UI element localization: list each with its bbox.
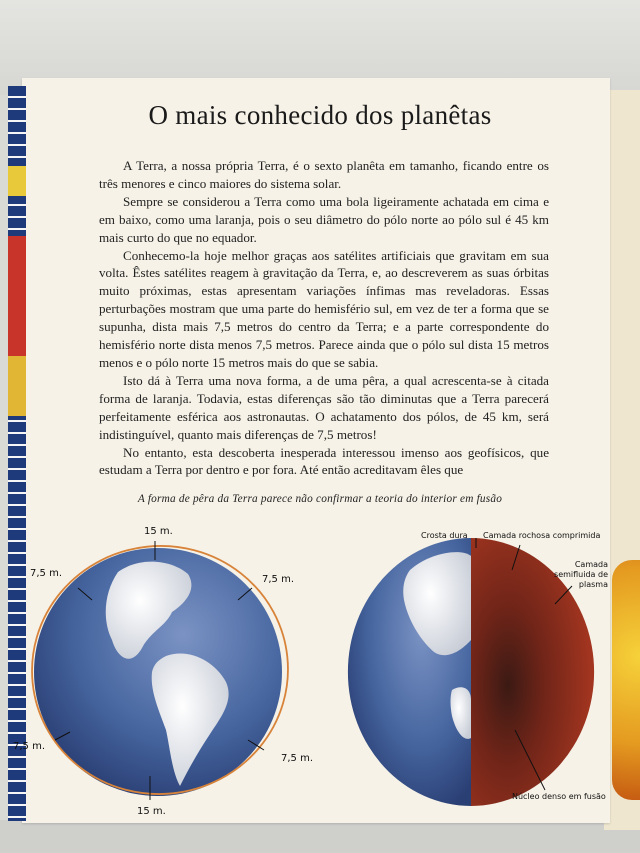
paragraph: No entanto, esta descoberta inesperada interessou imenso aos geofísicos, que estudam a Terra por dentro e por fora. Até então acreditavam êles que: [99, 444, 549, 478]
north-pole-label: 15 m.: [144, 526, 173, 537]
southeast-offset-label: 7,5 m.: [281, 753, 314, 764]
paragraph: A Terra, a nossa própria Terra, é o sexto planêta em tamanho, ficando entre os três menores e cinco maiores do sistema solar.: [99, 158, 549, 191]
plasma-layer-label: Camada semifluida de plasma: [554, 560, 608, 589]
page-title: O mais conhecido dos planêtas: [148, 100, 492, 130]
core-label: Núcleo denso em fusão: [512, 792, 606, 801]
southwest-offset-label: 7,5 m.: [13, 741, 46, 752]
paragraph: Sempre se considerou a Terra como uma bola ligeiramente achatada em cima e em baixo, como uma laranja, pois o seu diâmetro do pólo norte ao pólo sul é 45 km mais curto do que no equador.: [99, 193, 549, 245]
crust-label: Crosta dura: [421, 531, 468, 540]
rock-layer-label: Camada rochosa comprimida: [483, 531, 601, 540]
northeast-offset-label: 7,5 m.: [262, 574, 295, 585]
paragraph: Isto dá à Terra uma nova forma, a de uma pêra, a qual acrescenta-se à citada forma de laranja. Todavia, estas diferenças são tão diminutas que a Terra parecerá perfeitamente esférica aos astronautas. O achatamento dos pólos, de 45 km, será indistinguível, quanto mais diferenças de 7,5 metros!: [99, 372, 549, 442]
northwest-offset-label: 7,5 m.: [30, 568, 63, 579]
south-pole-label: 15 m.: [137, 806, 166, 817]
paragraph: Conhecemo-la hoje melhor graças aos satélites artificiais que gravitam em sua volta. Êstes satélites reagem à gravitação da Terra, e, ao descreverem as suas órbitas muito próximas, estas apresentam variações ínfimas mas reveladoras. Essas perturbações mostram que uma parte do hemisfério sul, em vez de ter a forma que se supunha, dista mais 7,5 metros do centro da Terra; e a parte correspondente do hemisfério norte dista menos 7,5 metros. Parece ainda que o pólo sul dista 15 metros menos e o pólo norte 15 metros mais do que se sabia.: [99, 247, 549, 370]
figure-caption: A forma de pêra da Terra parece não confirmar a teoria do interior em fusão: [137, 493, 503, 505]
